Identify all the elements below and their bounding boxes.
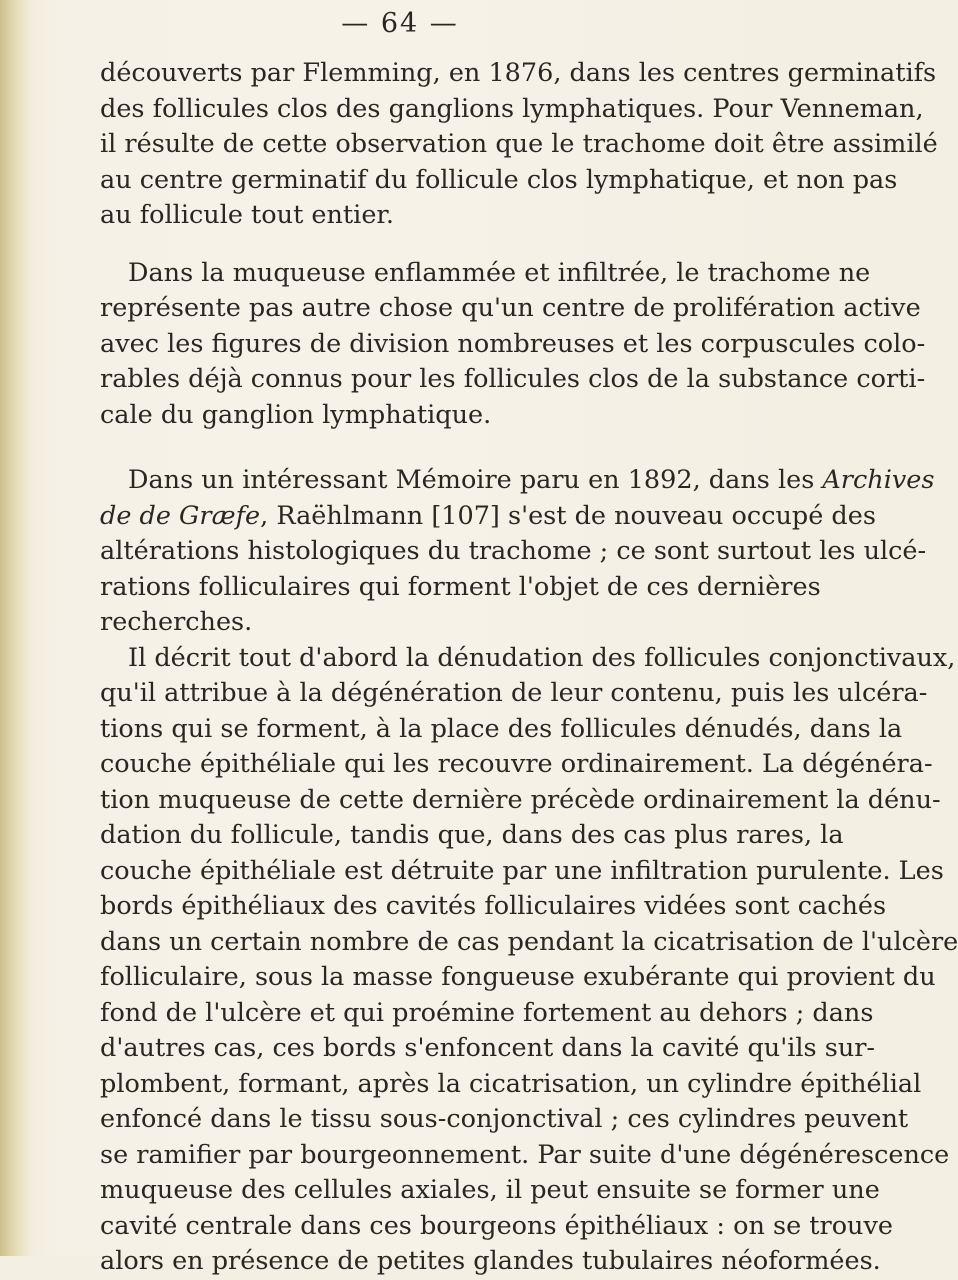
text-line: dation du follicule, tandis que, dans des cas plus rares, la (100, 820, 844, 850)
text-line: bords épithéliaux des cavités folliculaires vidées sont cachés (100, 891, 887, 921)
page-binding-edge (0, 0, 32, 1256)
text-line: muqueuse des cellules axiales, il peut ensuite se former une (100, 1175, 880, 1205)
text-line: dans un certain nombre de cas pendant la cicatrisation de l'ulcère (100, 926, 958, 957)
text-line: folliculaire, sous la masse fongueuse exubérante qui provient du (100, 962, 936, 992)
text-line: qu'il attribue à la dégénération de leur contenu, puis les ulcéra- (100, 678, 928, 708)
text-line: avec les figures de division nombreuses et les corpuscules colo- (100, 328, 926, 359)
text-line: rations folliculaires qui forment l'objet de ces dernières (100, 571, 821, 602)
text-line: au centre germinatif du follicule clos lymphatique, et non pas (100, 164, 898, 195)
text-line: cavité centrale dans ces bourgeons épithéliaux : on se trouve (100, 1210, 893, 1241)
page-number: — 64 — (341, 8, 459, 39)
text-line: cale du ganglion lymphatique. (100, 399, 492, 430)
journal-title-part: de de Græfe (100, 500, 261, 531)
paragraph-1 (100, 56, 938, 234)
text-line: se ramifier par bourgeonnement. Par suite d'une dégénérescence (100, 1139, 950, 1170)
text-line: fond de l'ulcère et qui proémine fortement au dehors ; dans (100, 997, 874, 1028)
paragraph-4 (100, 641, 958, 1280)
text-line: il résulte de cette observation que le trachome doit être assimilé (100, 129, 938, 159)
text-line: Il décrit tout d'abord la dénudation des follicules conjonctivaux, (128, 642, 956, 673)
text-line: recherches. (100, 607, 253, 637)
text-line: plombent, formant, après la cicatrisation, un cylindre épithélial (100, 1068, 922, 1099)
text-line: Dans la muqueuse enflammée et infiltrée, le trachome ne (128, 257, 871, 288)
text-line: des follicules clos des ganglions lymphatiques. Pour Venneman, (100, 93, 924, 124)
text-line: couche épithéliale qui les recouvre ordinairement. La dégénéra- (100, 749, 933, 779)
paragraph-3 (100, 463, 935, 641)
journal-title-part: Archives (822, 465, 935, 495)
text-line: couche épithéliale est détruite par une infiltration purulente. Les (100, 855, 944, 886)
text-line: d'autres cas, ces bords s'enfoncent dans la cavité qu'ils sur- (100, 1033, 876, 1063)
text-line: alors en présence de petites glandes tubulaires néoformées. (100, 1246, 881, 1276)
page-body (100, 56, 958, 1280)
text-line: découverts par Flemming, en 1876, dans les centres germinatifs (100, 58, 937, 88)
text-line: tion muqueuse de cette dernière précède ordinairement la dénu- (100, 784, 941, 815)
text-run: , Raëhlmann [107] s'est de nouveau occupé des (260, 500, 876, 531)
text-line: rables déjà connus pour les follicules clos de la substance corti- (100, 364, 926, 394)
text-line: au follicule tout entier. (100, 200, 394, 230)
text-run: Dans un intéressant Mémoire paru en 1892, dans les (128, 465, 823, 495)
text-line: représente pas autre chose qu'un centre de prolifération active (100, 293, 921, 323)
text-line: altérations histologiques du trachome ; ce sont surtout les ulcé- (100, 536, 927, 566)
text-line: tions qui se forment, à la place des follicules dénudés, dans la (100, 713, 903, 744)
text-line: enfoncé dans le tissu sous-conjonctival ; ces cylindres peuvent (100, 1104, 909, 1134)
paragraph-2 (100, 256, 926, 434)
text-line (100, 499, 876, 535)
text-line (100, 463, 935, 499)
